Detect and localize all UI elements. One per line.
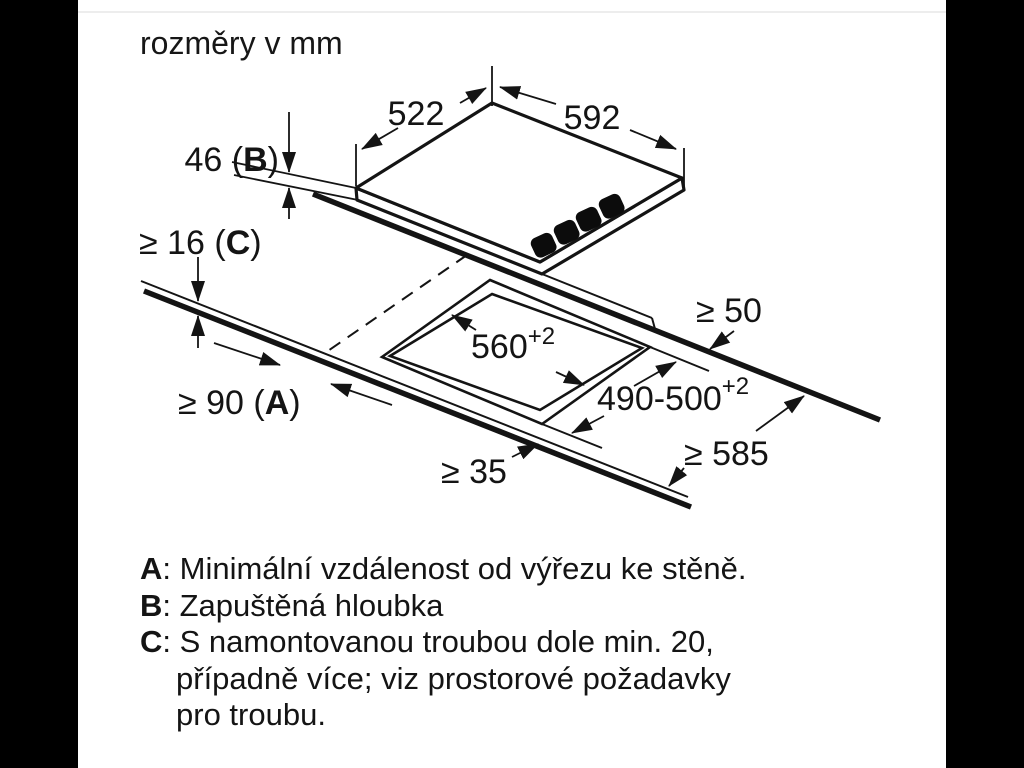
dim-cutout-depth: $490-500^{+2}$	[597, 373, 750, 418]
dashed-projection-line	[325, 255, 467, 353]
dim-depth-b: 46 (B)	[184, 141, 279, 179]
legend-item-c-line2: případně více; viz prostorové požadavky	[176, 660, 731, 696]
dim-worktop-depth: ≥ 585	[684, 435, 769, 473]
legend-item-a: A: Minimální vzdálenost od výřezu ke stěně.	[140, 551, 747, 586]
dim-front-clearance: ≥ 35	[441, 453, 507, 491]
legend-item-c-line3: pro troubu.	[176, 697, 326, 732]
legend-item-b: B: Zapuštěná hloubka	[140, 587, 444, 623]
dim-thickness-c: ≥ 16 (C)	[139, 224, 262, 262]
dim-cutout-width: $560^{+2}$	[471, 323, 556, 366]
legend-item-c: C: S namontovanou troubou dole min. 20,	[140, 624, 714, 659]
legend	[140, 551, 747, 734]
dim-rear-clearance: ≥ 50	[696, 292, 762, 330]
dim-side-a: ≥ 90 (A)	[178, 384, 301, 422]
page-title: rozměry v mm	[140, 25, 343, 61]
dim-width-left: 522	[387, 95, 445, 133]
worktop-cutout	[382, 280, 709, 448]
dim-width-right: 592	[563, 99, 621, 137]
